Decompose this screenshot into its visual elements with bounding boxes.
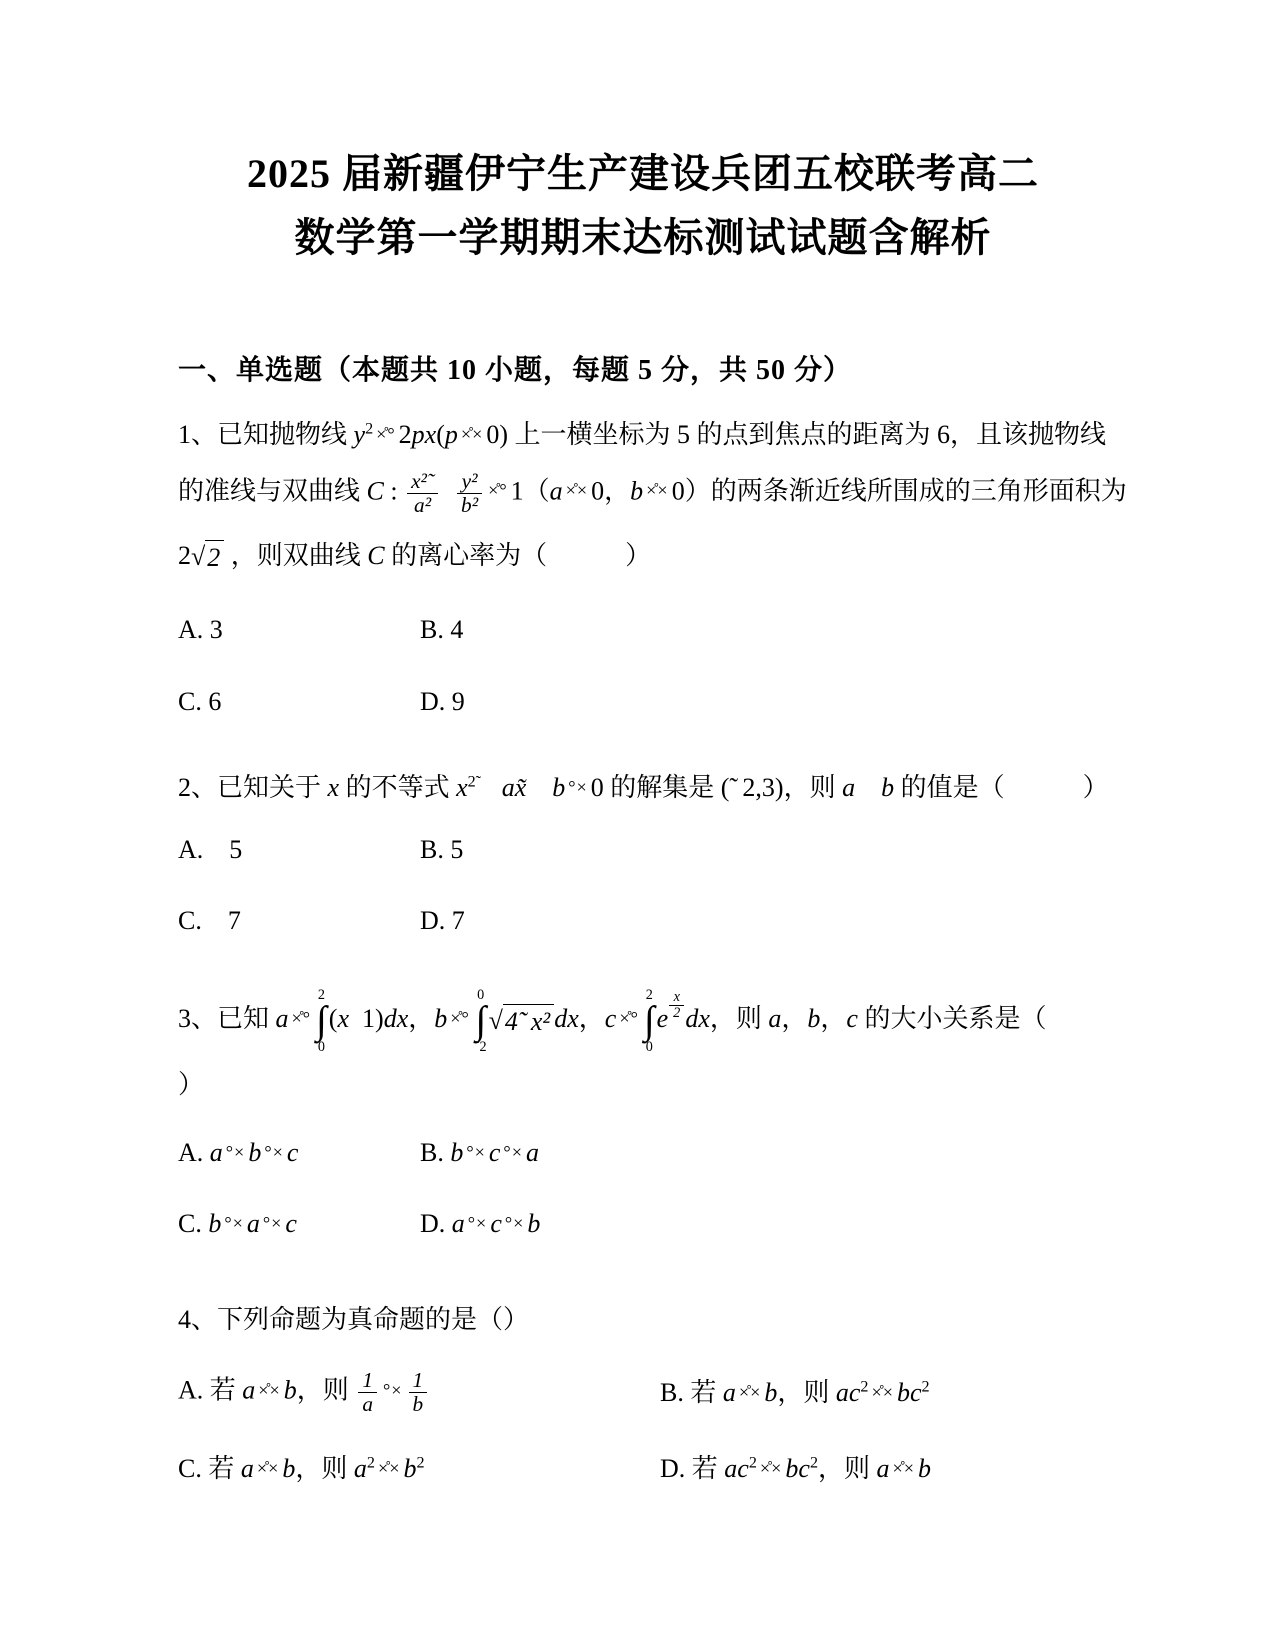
question-3-option-b: B. b °× c °× a xyxy=(420,1137,539,1167)
question-2-option-c: C. 7 xyxy=(178,906,241,936)
question-1-options xyxy=(178,613,1155,719)
question-3-option-c: C. b °× a °× c xyxy=(178,1209,297,1239)
question-3-option-a: A. a °× b °× c xyxy=(178,1137,299,1167)
question-1-line-1: 1、已知抛物线 $y^2$ ×̊° 2px(p ×̊× 0) 上一横坐标为 5 的点到焦点的距离为 6，且该抛物线 xyxy=(178,420,1107,449)
question-1-option-d: D. 9 xyxy=(420,687,465,717)
question-2-option-a: A. 5 xyxy=(178,834,243,864)
question-1-line-2: 的准线与双曲线 C : $\frac{\text{x²˜}}{\text{a²}}$ $\frac{\text{y²}}{\text{b²}}$ ×̊° 1（a ×̊× 0，b ×̊× 0）的两条渐近线所围成的三角形面积为 xyxy=(178,468,1127,517)
document-title-line-2: 数学第一学期期末达标测试试题含解析 xyxy=(294,215,992,260)
question-1-option-c: C. 6 xyxy=(178,687,222,717)
question-2-option-d: D. 7 xyxy=(420,906,465,936)
document-title xyxy=(178,142,1108,270)
question-4-option-b: B. 若 a ×̊× b，则 $ac^2$ ×̊× $bc^2$ xyxy=(660,1377,930,1407)
question-1-option-a: A. 3 xyxy=(178,615,223,645)
question-1-option-b: B. 4 xyxy=(420,615,464,645)
question-3-stem: 3、已知 a ×̊° 2 ∫ 0 (x 1)dx，b ×̊° 0 ∫ ˜2 √ 4̃ x² dx，c ×̊° 2 ∫ 0 e $\frac{x}{2}$ dx，则 a，b，c 的大小关系是（ xyxy=(178,987,1047,1055)
question-4-option-d: D. 若 $ac^2$ ×̊× $bc^2$，则 a ×̊× b xyxy=(660,1454,932,1484)
question-1-line-3: 2 √ 2 ，则双曲线 C 的离心率为（ ） xyxy=(178,539,1155,575)
question-4-option-c: C. 若 a ×̊× b，则 $a^2$ ×̊× $b^2$ xyxy=(178,1454,425,1484)
question-3-stem-continuation: ） xyxy=(178,1069,205,1099)
question-4-options-row-1 xyxy=(178,1369,1155,1416)
document-title-line-1: 2025 届新疆伊宁生产建设兵团五校联考高二 xyxy=(247,151,1039,196)
question-2-option-b: B. 5 xyxy=(420,834,464,864)
section-heading-single-choice: 一、单选题（本题共 10 小题，每题 5 分，共 50 分） xyxy=(178,355,853,386)
question-3-options xyxy=(178,1136,1155,1242)
question-4-option-a: A. 若 a ×̊× b，则 $\frac{1}{a}$ °× $\frac{1}{b}$ xyxy=(178,1369,660,1416)
question-2-stem: 2、已知关于 x 的不等式 $x^{2̃}$ ax̃ b °× 0 的解集是 (̃ 2,3)，则 a b 的值是（ ） xyxy=(178,772,1109,802)
question-4-stem: 4、下列命题为真命题的是（） xyxy=(178,1305,530,1335)
question-2-options xyxy=(178,833,1155,939)
question-3-option-d: D. a °× c °× b xyxy=(420,1209,541,1239)
question-4-options-row-2 xyxy=(178,1452,1155,1486)
